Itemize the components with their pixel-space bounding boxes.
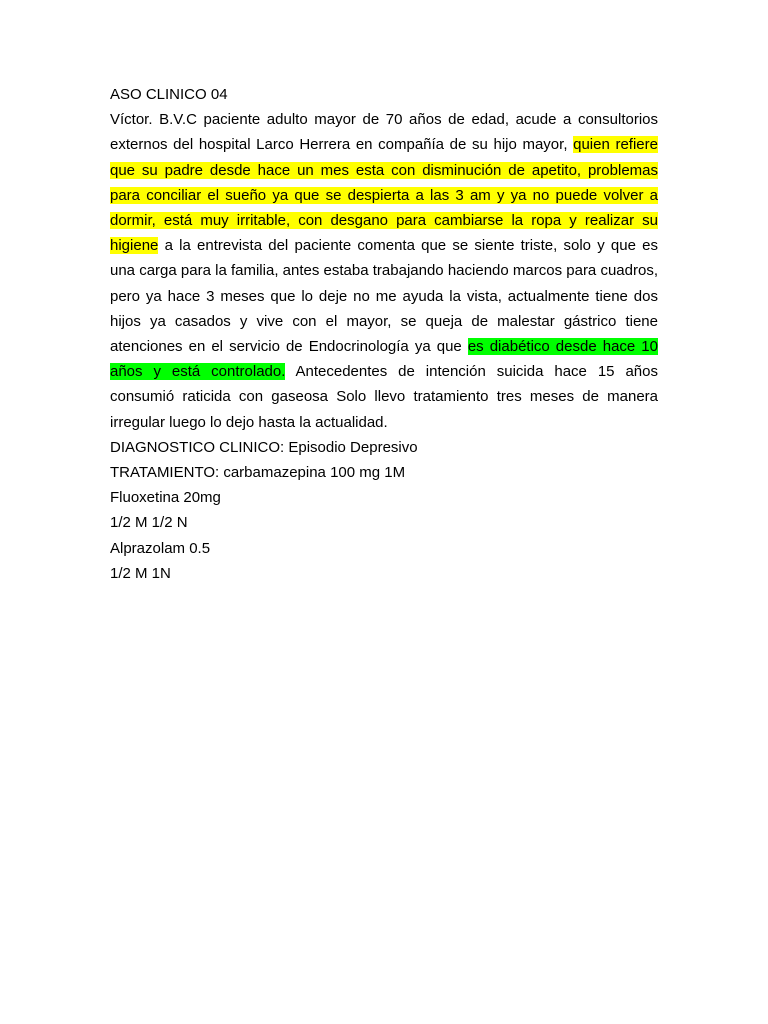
- diagnosis-line: DIAGNOSTICO CLINICO: Episodio Depresivo: [110, 438, 418, 456]
- dosage-line: 1/2 M 1/2 N: [110, 514, 188, 532]
- paragraph-text-1: Víctor. B.V.C paciente adulto mayor de 70 años de edad, acude a consultorios externos del hospital Larco Herrera en compañía de su hijo mayor,: [110, 111, 658, 154]
- case-title: ASO CLINICO 04: [110, 86, 228, 103]
- medication-line: Fluoxetina 20mg: [110, 489, 221, 507]
- document-page: [110, 82, 658, 586]
- case-paragraph: [110, 107, 658, 435]
- highlight-green-text: es diabético desde hace 10 años y está controlado.: [110, 338, 658, 381]
- highlight-yellow-text: quien refiere que su padre desde hace un mes esta con disminución de apetito, problemas para conciliar el sueño ya que se despierta a las 3 am y ya no puede volver a dormir, está muy irritable, con desgano para cambiarse la ropa y realizar su higiene: [110, 136, 658, 255]
- dosage-line: 1/2 M 1N: [110, 564, 171, 582]
- paragraph-text-2: a la entrevista del paciente comenta que se siente triste, solo y que es una carga para la familia, antes estaba trabajando haciendo marcos para cuadros, pero ya hace 3 meses que lo deje no me ayuda la vista, actualmente tiene dos hijos ya casados y vive con el mayor, se queja de malestar gástrico tiene atenciones en el servicio de Endocrinología ya que: [110, 237, 658, 356]
- medication-line: Alprazolam 0.5: [110, 539, 211, 557]
- treatment-line: TRATAMIENTO: carbamazepina 100 mg 1M: [110, 464, 406, 482]
- paragraph-text-3: Antecedentes de intención suicida hace 15 años consumió raticida con gaseosa Solo llevo tratamiento tres meses de manera irregular luego lo dejo hasta la actualidad.: [110, 363, 658, 431]
